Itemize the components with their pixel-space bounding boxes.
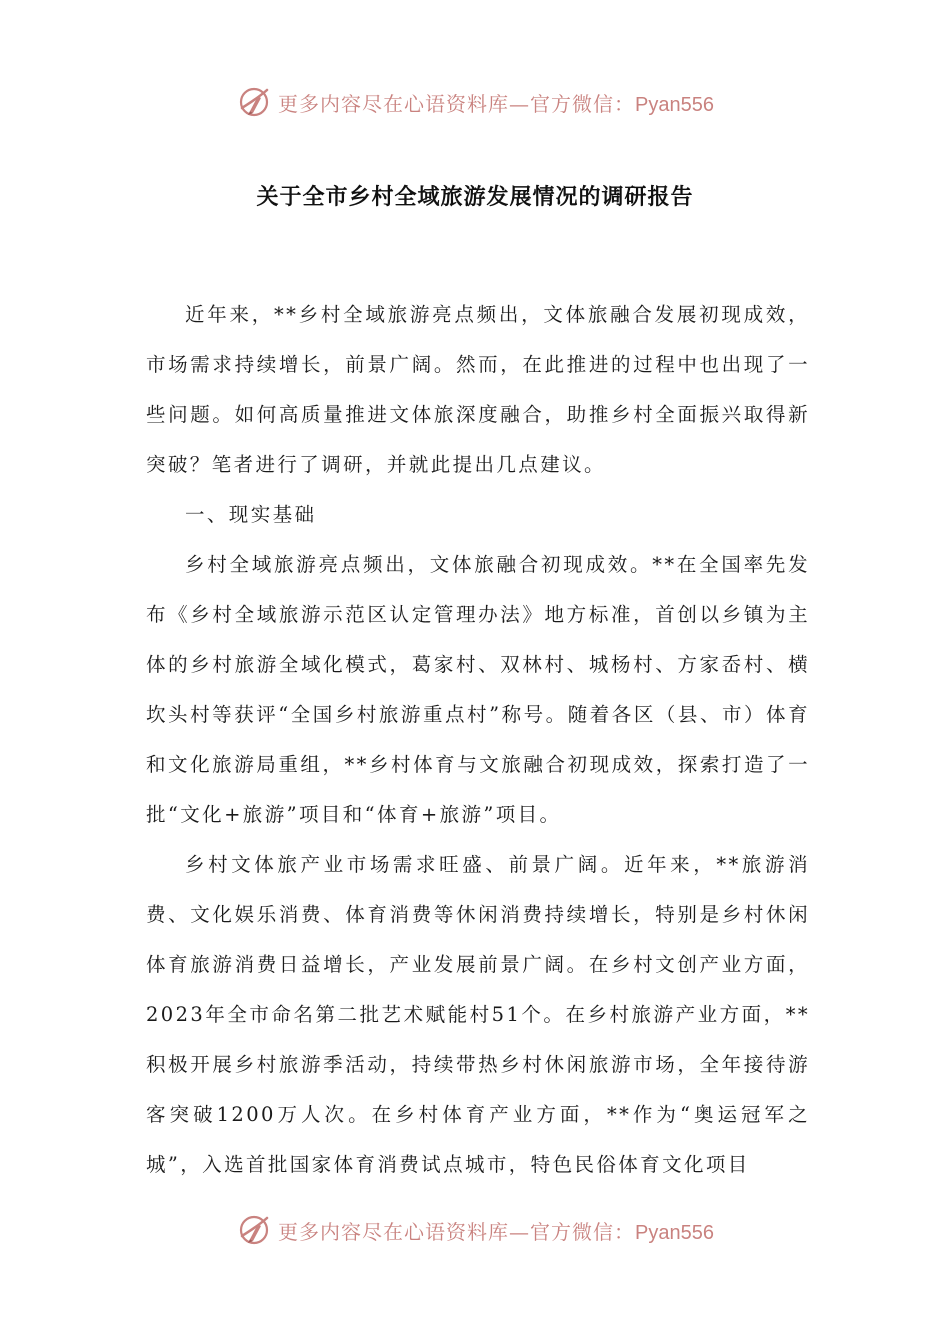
banner-main-text: 更多内容尽在心语资料库—官方微信：	[278, 91, 636, 116]
pen-logo-icon	[236, 84, 272, 120]
paragraph: 近年来，**乡村全域旅游亮点频出，文体旅融合发展初现成效，市场需求持续增长，前景广阔。然而，在此推进的过程中也出现了一些问题。如何高质量推进文体旅深度融合，助推乡村全面振兴取得新突破？笔者进行了调研，并就此提出几点建议。	[146, 303, 810, 476]
header-banner	[0, 82, 950, 122]
document-body	[146, 290, 810, 1190]
paragraph: 乡村文体旅产业市场需求旺盛、前景广阔。近年来，**旅游消费、文化娱乐消费、体育消费等休闲消费持续增长，特别是乡村休闲体育旅游消费日益增长，产业发展前景广阔。在乡村文创产业方面，2023年全市命名第二批艺术赋能村51个。在乡村旅游产业方面，**积极开展乡村旅游季活动，持续带热乡村休闲旅游市场，全年接待游客突破1200万人次。在乡村体育产业方面，**作为“奥运冠军之城”，入选首批国家体育消费试点城市，特色民俗体育文化项目	[146, 853, 810, 1176]
banner-main-text: 更多内容尽在心语资料库—官方微信：	[278, 1219, 636, 1244]
section-heading: 一、现实基础	[185, 503, 317, 526]
banner-handle: Pyan556	[635, 1221, 714, 1244]
pen-logo-icon	[236, 1212, 272, 1248]
banner-handle: Pyan556	[635, 93, 714, 116]
footer-banner	[0, 1210, 950, 1250]
paragraph: 乡村全域旅游亮点频出，文体旅融合初现成效。**在全国率先发布《乡村全域旅游示范区认定管理办法》地方标准，首创以乡镇为主体的乡村旅游全域化模式，葛家村、双林村、城杨村、方家岙村、横坎头村等获评“全国乡村旅游重点村”称号。随着各区（县、市）体育和文化旅游局重组，**乡村体育与文旅融合初现成效，探索打造了一批“文化+旅游”项目和“体育+旅游”项目。	[146, 553, 810, 826]
document-title: 关于全市乡村全域旅游发展情况的调研报告	[256, 185, 694, 210]
banner-text	[278, 1216, 714, 1245]
banner-text	[278, 88, 714, 117]
